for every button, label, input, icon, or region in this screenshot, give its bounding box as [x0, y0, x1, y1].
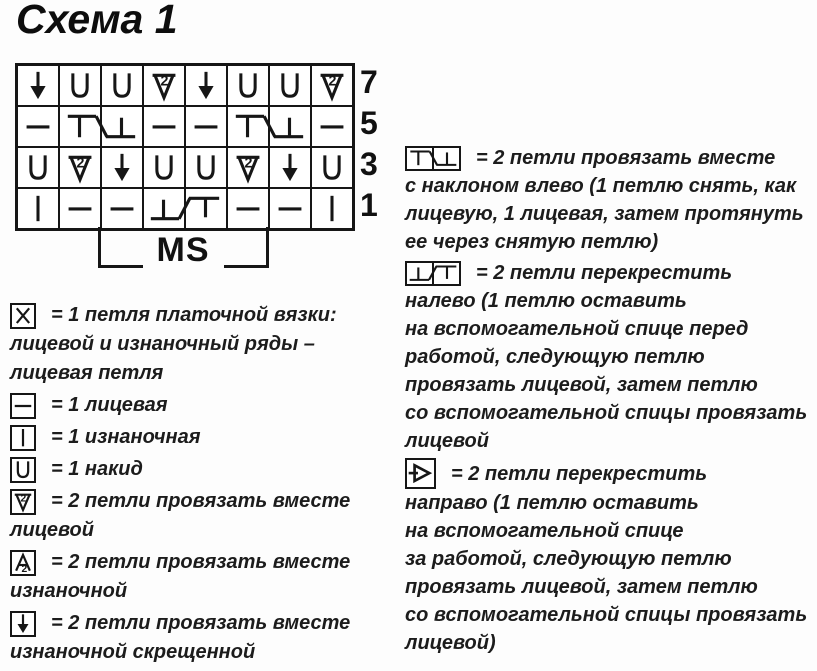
legend-line: работой, следующую петлю	[405, 346, 705, 368]
symbol-box-knit	[10, 393, 36, 419]
row-number: 7	[360, 64, 378, 100]
p2tog-icon	[12, 552, 34, 574]
chart-cell-knit	[185, 106, 227, 147]
yo-icon	[102, 66, 142, 105]
chart-cell-yo	[143, 147, 185, 188]
legend-line: = 2 петли провязать вместе	[51, 612, 351, 634]
symbol-box-garter	[10, 303, 36, 329]
chart-cell-yo	[185, 147, 227, 188]
legend-item-yo	[10, 455, 405, 484]
legend-line: = 2 петли провязать вместе	[51, 551, 351, 573]
page-title: Схема 1	[16, 0, 178, 42]
legend-line: = 2 петли перекрестить	[451, 462, 708, 485]
cross-right-icon	[407, 460, 434, 487]
purl-icon	[312, 189, 352, 228]
chart-cell-purl	[311, 188, 353, 229]
yo-icon	[186, 148, 226, 187]
legend-line: провязать лицевой, затем петлю	[405, 374, 758, 396]
yo-icon	[18, 148, 58, 187]
yo-icon	[60, 66, 100, 105]
legend-line: = 1 лицевая	[51, 394, 168, 416]
legend-item-cross-right	[405, 458, 817, 657]
symbol-box-purl	[10, 425, 36, 451]
symbol-box-ssk	[405, 146, 461, 171]
legend-line: провязать лицевой, затем петлю	[405, 576, 758, 598]
legend-item-ssk	[405, 144, 817, 256]
legend-line: направо (1 петлю оставить	[405, 492, 699, 514]
chart-cell-k2tog	[227, 147, 269, 188]
knit-icon	[18, 107, 58, 146]
legend-line: лицевую, 1 лицевая, затем протянуть	[405, 203, 804, 225]
chart-cell-k2tog	[311, 65, 353, 106]
knit-icon	[12, 395, 34, 417]
chart-cell-yo	[59, 65, 101, 106]
chart-cell-knit	[311, 106, 353, 147]
chart-cell-p2tog-tbl	[185, 65, 227, 106]
legend-line: = 1 изнаночная	[51, 426, 201, 448]
repeat-bracket-left-vertical	[98, 227, 101, 268]
legend-line: с наклоном влево (1 петлю снять, как	[405, 175, 797, 197]
symbol-box-cross-right	[405, 458, 436, 489]
chart-cell-knit	[17, 106, 59, 147]
yo-icon	[12, 459, 34, 481]
legend-line: изнаночной скрещенной	[10, 641, 256, 663]
knit-icon	[102, 189, 142, 228]
row-numbers	[360, 62, 378, 226]
p2tog-tbl-icon	[102, 148, 142, 187]
p2tog-tbl-icon	[18, 66, 58, 105]
repeat-bracket-left-foot	[98, 265, 143, 268]
chart-cell-cross-left	[143, 188, 227, 229]
knit-icon	[144, 107, 184, 146]
chart-cell-knit	[101, 188, 143, 229]
legend-item-p2tog-tbl	[10, 609, 405, 667]
chart-cell-knit	[269, 188, 311, 229]
knit-icon	[186, 107, 226, 146]
ssk-icon	[60, 107, 142, 146]
chart-cell-knit	[227, 188, 269, 229]
chart-cell-yo	[101, 65, 143, 106]
legend-item-p2tog	[10, 548, 405, 606]
legend-line: на вспомогательной спице перед	[405, 318, 749, 340]
purl-icon	[12, 427, 34, 449]
symbol-box-p2tog-tbl	[10, 611, 36, 637]
ssk-icon	[228, 107, 310, 146]
legend-line: лицевая петля	[10, 362, 164, 384]
legend-line: за работой, следующую петлю	[405, 548, 732, 570]
chart-cell-yo	[269, 65, 311, 106]
k2tog-icon	[312, 66, 352, 105]
symbol-box-cross-left	[405, 261, 461, 286]
legend-line: налево (1 петлю оставить	[405, 290, 687, 312]
svg-text:2: 2	[328, 73, 337, 90]
ssk-icon	[407, 148, 459, 169]
yo-icon	[144, 148, 184, 187]
legend-line: изнаночной	[10, 580, 128, 602]
repeat-bracket-right-foot	[224, 265, 269, 268]
legend-line: ее через снятую петлю)	[405, 231, 659, 253]
chart-cell-knit	[59, 188, 101, 229]
cross-left-icon	[144, 189, 226, 228]
p2tog-tbl-icon	[270, 148, 310, 187]
cross-left-icon	[407, 263, 459, 284]
legend-line: на вспомогательной спице	[405, 520, 684, 542]
chart-cell-p2tog-tbl	[17, 65, 59, 106]
legend-line: = 2 петли провязать вместе	[51, 490, 351, 512]
row-number: 1	[360, 187, 378, 223]
repeat-label: MS	[156, 231, 210, 269]
chart-grid	[15, 63, 355, 231]
chart-cell-yo	[17, 147, 59, 188]
yo-icon	[270, 66, 310, 105]
legend-line: лицевой)	[405, 632, 496, 654]
legend-line: со вспомогательной спицы провязать	[405, 402, 808, 424]
chart-cell-p2tog-tbl	[101, 147, 143, 188]
k2tog-icon	[12, 491, 34, 513]
legend-item-purl	[10, 423, 405, 452]
repeat-bracket-right-vertical	[266, 227, 269, 268]
chart-cell-p2tog-tbl	[269, 147, 311, 188]
legend-line: = 1 петля платочной вязки:	[51, 304, 337, 326]
k2tog-icon	[60, 148, 100, 187]
chart-cell-yo	[227, 65, 269, 106]
legend-item-garter	[10, 301, 405, 388]
p2tog-tbl-icon	[186, 66, 226, 105]
knit-icon	[228, 189, 268, 228]
legend-item-knit	[10, 391, 405, 420]
knit-icon	[270, 189, 310, 228]
chart-cell-ssk	[59, 106, 143, 147]
chart-cell-purl	[17, 188, 59, 229]
garter-icon	[12, 305, 34, 327]
k2tog-icon	[228, 148, 268, 187]
yo-icon	[312, 148, 352, 187]
legend-line: = 2 петли перекрестить	[476, 262, 733, 284]
legend-right	[405, 144, 817, 660]
symbol-box-p2tog	[10, 550, 36, 576]
legend-line: = 1 накид	[51, 458, 143, 480]
legend-line: со вспомогательной спицы провязать	[405, 604, 808, 626]
legend-item-k2tog	[10, 487, 405, 545]
symbol-box-k2tog	[10, 489, 36, 515]
legend-line: лицевой	[405, 430, 489, 452]
purl-icon	[18, 189, 58, 228]
chart-cell-ssk	[227, 106, 311, 147]
row-number: 5	[360, 105, 378, 141]
legend-left	[10, 301, 405, 670]
svg-text:2: 2	[21, 563, 28, 574]
p2tog-tbl-icon	[12, 613, 34, 635]
chart-cell-k2tog	[59, 147, 101, 188]
chart-cell-yo	[311, 147, 353, 188]
svg-text:2: 2	[244, 155, 253, 172]
yo-icon	[228, 66, 268, 105]
knit-icon	[312, 107, 352, 146]
legend-line: лицевой	[10, 519, 94, 541]
knit-icon	[60, 189, 100, 228]
symbol-box-yo	[10, 457, 36, 483]
svg-text:2: 2	[20, 493, 27, 505]
svg-text:2: 2	[160, 73, 169, 90]
chart-cell-knit	[143, 106, 185, 147]
k2tog-icon	[144, 66, 184, 105]
svg-text:2: 2	[76, 155, 85, 172]
row-number: 3	[360, 146, 378, 182]
legend-item-cross-left	[405, 259, 817, 455]
chart-cell-k2tog	[143, 65, 185, 106]
legend-line: лицевой и изнаночный ряды –	[10, 333, 315, 355]
legend-line: = 2 петли провязать вместе	[476, 147, 776, 169]
